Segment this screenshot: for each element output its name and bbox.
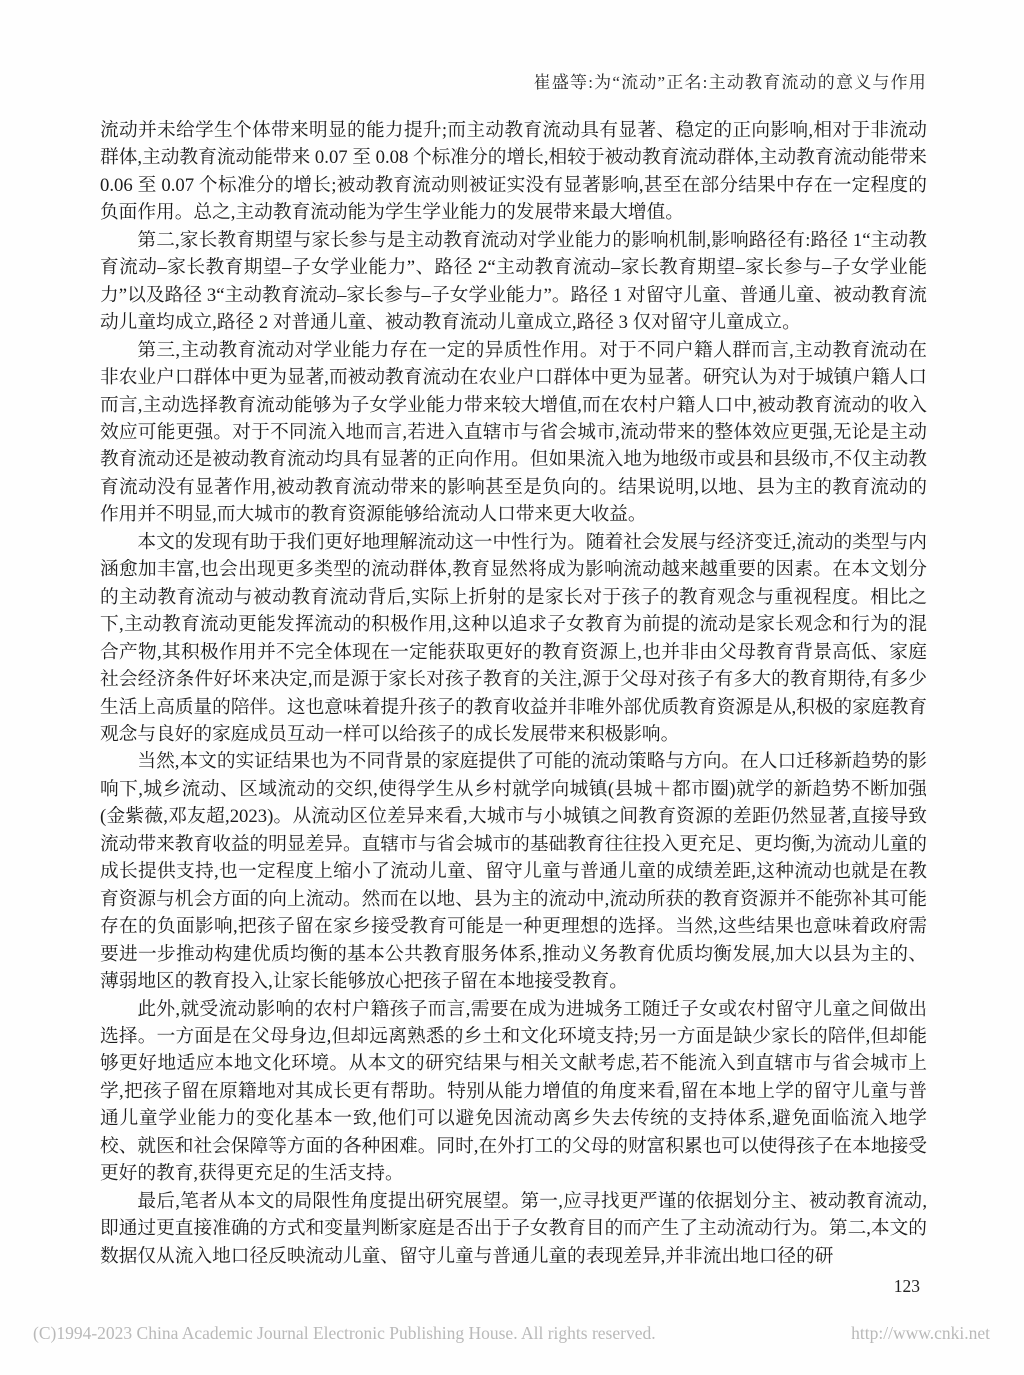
- footer-url: http://www.cnki.net: [851, 1323, 990, 1343]
- running-header: 崔盛等:为“流动”正名:主动教育流动的意义与作用: [533, 73, 927, 92]
- footer: [33, 1323, 990, 1344]
- copyright-text: (C)1994-2023 China Academic Journal Electronic Publishing House. All rights reserved.: [33, 1323, 656, 1343]
- page-number: 123: [893, 1276, 920, 1296]
- paragraph-5: 当然,本文的实证结果也为不同背景的家庭提供了可能的流动策略与方向。在人口迁移新趋势的影响下,城乡流动、区域流动的交织,使得学生从乡村就学向城镇(县城＋都市圈)就学的新趋势不断加强(金紫薇,邓友超,2023)。从流动区位差异来看,大城市与小城镇之间教育资源的差距仍然显著,直接导致流动带来教育收益的明显差异。直辖市与省会城市的基础教育往往投入更充足、更均衡,为流动儿童的成长提供支持,也一定程度上缩小了流动儿童、留守儿童与普通儿童的成绩差距,这种流动也就是在教育资源与机会方面的向上流动。然而在以地、县为主的流动中,流动所获的教育资源并不能弥补其可能存在的负面影响,把孩子留在家乡接受教育可能是一种更理想的选择。当然,这些结果也意味着政府需要进一步推动构建优质均衡的基本公共教育服务体系,推动义务教育优质均衡发展,加大以县为主的、薄弱地区的教育投入,让家长能够放心把孩子留在本地接受教育。: [100, 751, 927, 993]
- paragraph-1: 流动并未给学生个体带来明显的能力提升;而主动教育流动具有显著、稳定的正向影响,相对于非流动群体,主动教育流动能带来 0.07 至 0.08 个标准分的增长,相较于被动教育流动群体,主动教育流动能带来 0.06 至 0.07 个标准分的增长;被动教育流动则被证实没有显著影响,甚至在部分结果中存在一定程度的负面作用。总之,主动教育流动能为学生学业能力的发展带来最大增值。: [100, 120, 927, 224]
- paragraph-2: 第二,家长教育期望与家长参与是主动教育流动对学业能力的影响机制,影响路径有:路径 1“主动教育流动–家长教育期望–子女学业能力”、路径 2“主动教育流动–家长教育期望–家长参与–子女学业能力”以及路径 3“主动教育流动–家长参与–子女学业能力”。路径 1 对留守儿童、普通儿童、被动教育流动儿童均成立,路径 2 对普通儿童、被动教育流动儿童成立,路径 3 仅对留守儿童成立。: [100, 229, 927, 334]
- paragraph-6: 此外,就受流动影响的农村户籍孩子而言,需要在成为进城务工随迁子女或农村留守儿童之间做出选择。一方面是在父母身边,但却远离熟悉的乡土和文化环境支持;另一方面是缺少家长的陪伴,但却能够更好地适应本地文化环境。从本文的研究结果与相关文献考虑,若不能流入到直辖市与省会城市上学,把孩子留在原籍地对其成长更有帮助。特别从能力增值的角度来看,留在本地上学的留守儿童与普通儿童学业能力的变化基本一致,他们可以避免因流动离乡失去传统的支持体系,避免面临流入地学校、就医和社会保障等方面的各种困难。同时,在外打工的父母的财富积累也可以使得孩子在本地接受更好的教育,获得更充足的生活支持。: [100, 998, 927, 1185]
- article-body: [100, 117, 927, 1270]
- paragraph-7: 最后,笔者从本文的局限性角度提出研究展望。第一,应寻找更严谨的依据划分主、被动教育流动,即通过更直接准确的方式和变量判断家庭是否出于子女教育目的而产生了主动流动行为。第二,本文的数据仅从流入地口径反映流动儿童、留守儿童与普通儿童的表现差异,并非流出地口径的研: [100, 1190, 927, 1267]
- paragraph-4: 本文的发现有助于我们更好地理解流动这一中性行为。随着社会发展与经济变迁,流动的类型与内涵愈加丰富,也会出现更多类型的流动群体,教育显然将成为影响流动越来越重要的因素。在本文划分的主动教育流动与被动教育流动背后,实际上折射的是家长对于孩子的教育观念与重视程度。相比之下,主动教育流动更能发挥流动的积极作用,这种以追求子女教育为前提的流动是家长观念和行为的混合产物,其积极作用并不完全体现在一定能获取更好的教育资源上,也并非由父母教育背景高低、家庭社会经济条件好坏来决定,而是源于家长对孩子教育的关注,源于父母对孩子有多大的教育期待,有多少生活上高质量的陪伴。这也意味着提升孩子的教育收益并非唯外部优质教育资源是从,积极的家庭教育观念与良好的家庭成员互动一样可以给孩子的成长发展带来积极影响。: [100, 531, 927, 745]
- paragraph-3: 第三,主动教育流动对学业能力存在一定的异质性作用。对于不同户籍人群而言,主动教育流动在非农业户口群体中更为显著,而被动教育流动在农业户口群体中更为显著。研究认为对于城镇户籍人口而言,主动选择教育流动能够为子女学业能力带来较大增值,而在农村户籍人口中,被动教育流动的收入效应可能更强。对于不同流入地而言,若进入直辖市与省会城市,流动带来的整体效应更强,无论是主动教育流动还是被动教育流动均具有显著的正向作用。但如果流入地为地级市或县和县级市,不仅主动教育流动没有显著作用,被动教育流动带来的影响甚至是负向的。结果说明,以地、县为主的教育流动的作用并不明显,而大城市的教育资源能够给流动人口带来更大收益。: [100, 339, 927, 526]
